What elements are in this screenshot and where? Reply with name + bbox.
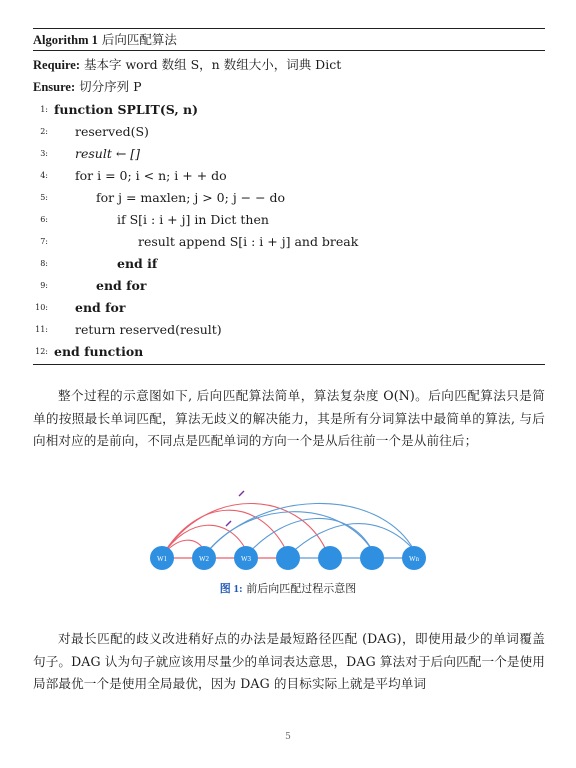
line-number: 11:	[35, 325, 48, 334]
ensure-label: Ensure:	[33, 80, 76, 94]
middle-rule	[33, 50, 545, 51]
require-label: Require:	[33, 58, 80, 72]
line-number: 5:	[40, 193, 48, 202]
line-number: 6:	[40, 215, 48, 224]
algo-line	[33, 275, 545, 297]
line-number: 8:	[40, 259, 48, 268]
markers	[226, 491, 244, 526]
require-text: 基本字 word 数组 S，n 数组大小，词典 Dict	[83, 57, 342, 72]
algorithm-box	[33, 28, 545, 365]
caption-text: 前后向匹配过程示意图	[246, 582, 357, 595]
node-label: Wn	[408, 555, 420, 563]
algorithm-name: 后向匹配算法	[101, 32, 177, 47]
line-code: end for	[96, 278, 147, 293]
algo-line	[33, 319, 545, 341]
line-number: 3:	[40, 149, 48, 158]
algorithm-title	[33, 29, 545, 50]
backward-arcs	[204, 503, 414, 556]
line-number: 12:	[35, 347, 48, 356]
algo-line	[33, 231, 545, 253]
algo-line	[33, 121, 545, 143]
algo-line	[33, 297, 545, 319]
ensure-line	[33, 76, 545, 98]
algo-line	[33, 209, 545, 231]
paragraph-1: 整个过程的示意图如下, 后向匹配算法简单，算法复杂度 O(N)。后向匹配算法只是简单的按照最长单词匹配，算法无歧义的解决能力，其是所有分词算法中最简单的算法, 与后向相对应的是前向，不同点是匹配单词的方向一个是从后往前一个是从前往后；	[33, 388, 545, 448]
line-code: end function	[54, 344, 144, 359]
line-code: if S[i : i + j] in Dict then	[117, 212, 269, 227]
page-number: 5	[285, 732, 291, 742]
node-label: W3	[240, 555, 252, 563]
marker	[239, 491, 244, 496]
line-number: 7:	[40, 237, 48, 246]
node-circle	[360, 546, 384, 570]
line-code: return reserved(result)	[75, 322, 222, 337]
figure-caption	[0, 580, 576, 596]
line-number: 4:	[40, 171, 48, 180]
line-code: result ← []	[75, 146, 141, 161]
node-circle	[318, 546, 342, 570]
matching-diagram	[138, 488, 438, 578]
algo-line	[33, 143, 545, 165]
line-code: end for	[75, 300, 126, 315]
ensure-text: 切分序列 P	[79, 79, 142, 94]
paragraph-2: 对最长匹配的歧义改进稍好点的办法是最短路径匹配 (DAG)，即使用最少的单词覆盖句子。DAG 认为句子就应该用尽量少的单词表达意思，DAG 算法对于后向匹配一个是使用局部最优一个是使用全局最优，因为 DAG 的目标实际上就是平均单词	[33, 631, 545, 691]
algo-line	[33, 165, 545, 187]
node-label: W2	[198, 555, 210, 563]
line-code: function SPLIT(S, n)	[54, 102, 199, 117]
line-number: 1:	[40, 105, 48, 114]
node-circle	[276, 546, 300, 570]
algo-line	[33, 99, 545, 121]
algorithm-lines	[33, 99, 545, 363]
line-code: for j = maxlen; j > 0; j − − do	[96, 190, 286, 205]
caption-label: 图 1:	[219, 583, 243, 595]
line-code: for i = 0; i < n; i + + do	[75, 168, 227, 183]
marker	[226, 521, 231, 526]
node-label: W1	[156, 555, 168, 563]
line-code: reserved(S)	[75, 124, 149, 139]
line-code: result append S[i : i + j] and break	[138, 234, 359, 249]
line-number: 10:	[35, 303, 48, 312]
algo-line	[33, 341, 545, 363]
bottom-rule	[33, 364, 545, 365]
arc	[204, 503, 414, 556]
algorithm-label: Algorithm 1	[33, 33, 98, 47]
algo-line	[33, 187, 545, 209]
algo-line	[33, 253, 545, 275]
require-line	[33, 54, 545, 76]
line-code: end if	[117, 256, 158, 271]
line-number: 2:	[40, 127, 48, 136]
line-number: 9:	[40, 281, 48, 290]
